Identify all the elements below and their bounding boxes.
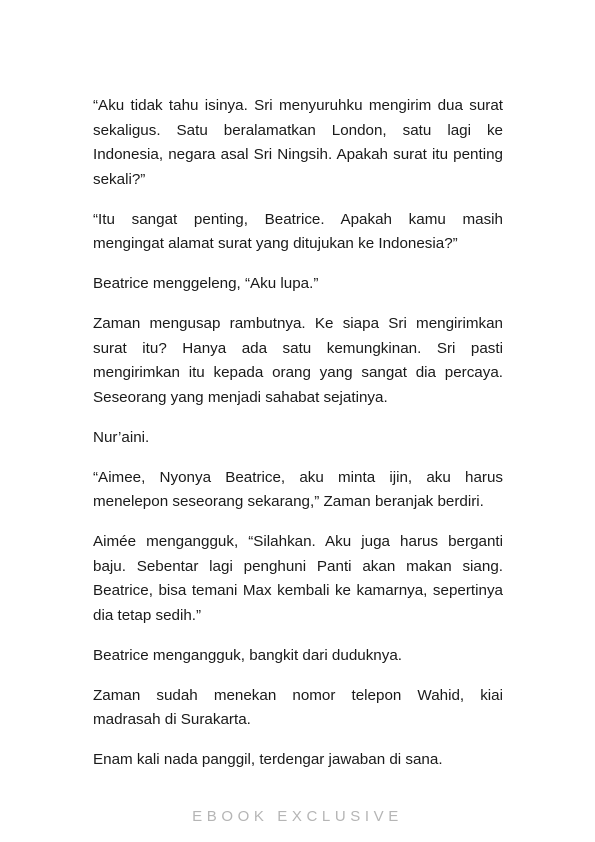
paragraph-1: “Aku tidak tahu isinya. Sri menyuruhku mengirim dua surat sekaligus. Satu beralamatkan London, satu lagi ke Indonesia, negara asal Sri Ningsih. Apakah surat itu penting sekali?” [93,97,503,188]
paragraph-7: Aimée mengangguk, “Silahkan. Aku juga harus berganti baju. Sebentar lagi penghuni Panti akan makan siang. Beatrice, bisa temani Max kembali ke kamarnya, sepertinya dia tetap sedih.” [93,533,503,624]
paragraph-5: Nur’aini. [93,428,150,446]
paragraph-9: Zaman sudah menekan nomor telepon Wahid, kiai madrasah di Surakarta. [93,686,503,728]
paragraph-6: “Aimee, Nyonya Beatrice, aku minta ijin, aku harus menelepon seseorang sekarang,” Zaman beranjak berdiri. [93,468,503,510]
paragraph-8: Beatrice mengangguk, bangkit dari duduknya. [93,646,403,664]
page-body [93,94,503,788]
footer-watermark: EBOOK EXCLUSIVE [192,808,403,825]
paragraph-10: Enam kali nada panggil, terdengar jawaban di sana. [93,751,443,768]
paragraph-4: Zaman mengusap rambutnya. Ke siapa Sri mengirimkan surat itu? Hanya ada satu kemungkinan. Sri pasti mengirimkan itu kepada orang yang sangat dia percaya. Seseorang yang menjadi sahabat sejatinya. [93,315,503,406]
paragraph-3: Beatrice menggeleng, “Aku lupa.” [93,275,319,292]
paragraph-2: “Itu sangat penting, Beatrice. Apakah kamu masih mengingat alamat surat yang ditujukan ke Indonesia?” [93,210,503,252]
